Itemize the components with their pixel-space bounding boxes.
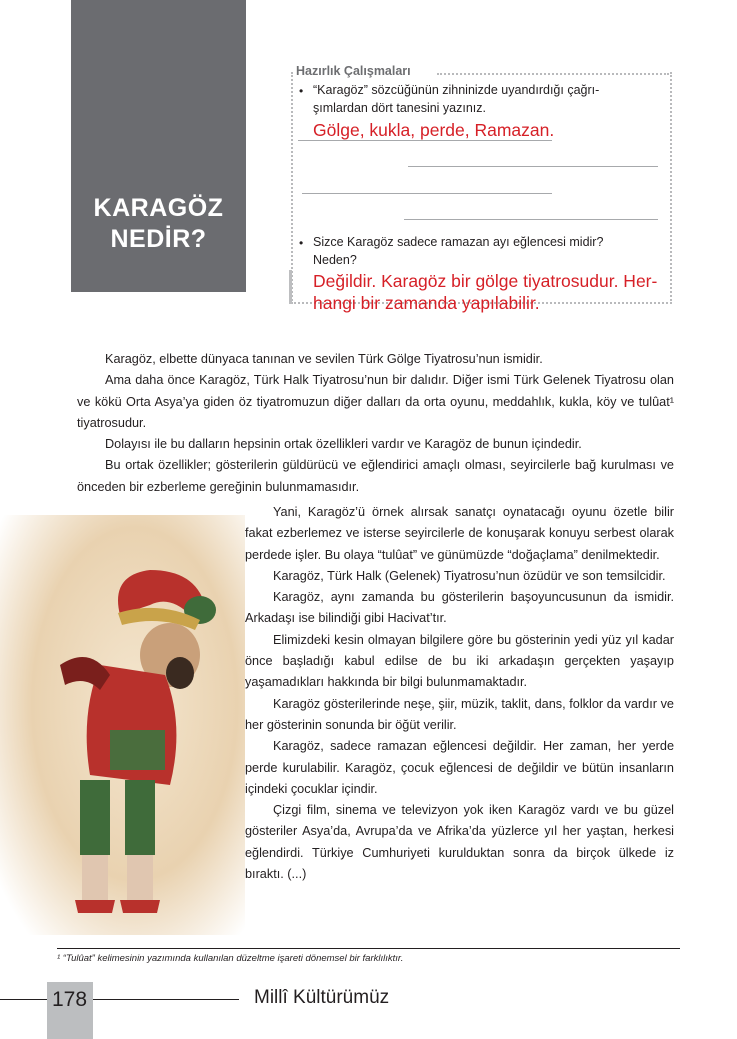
paragraph: Bu ortak özellikler; gösterilerin güldürücü ve eğlendirici amaçlı olması, seyircilerle bağ kurulması ve önceden bir ezberleme gereğinin bulunmamasıdır.	[77, 458, 674, 494]
preparation-box-accent	[289, 270, 292, 304]
answer-line	[298, 140, 552, 141]
karagoz-puppet-image	[0, 515, 245, 935]
page-number: 178	[52, 988, 88, 1011]
section-title: KARAGÖZ NEDİR?	[93, 194, 224, 253]
footer-rule	[93, 999, 239, 1000]
question-2-line-2: Neden?	[313, 253, 357, 267]
footnote: ¹ “Tulûat” kelimesinin yazımında kullanılan düzeltme işareti dönemsel bir farklılıktır.	[57, 953, 404, 964]
paragraph: Karagöz, sadece ramazan eğlencesi değildir. Her zaman, her yerde perde kurulabilir. Karagöz, çocuk eğlencesi de değildir ve bütün insanların içindeki çocuklar içindir.	[245, 739, 674, 796]
bullet-icon: •	[299, 236, 304, 250]
paragraph: Karagöz gösterilerinde neşe, şiir, müzik, taklit, dans, folklor da vardır ve her gösterinin sonunda bir öğüt verilir.	[245, 696, 674, 732]
answer-line	[302, 193, 552, 194]
paragraph: Çizgi film, sinema ve televizyon yok iken Karagöz vardı ve bu güzel gösteriler Asya’da, Avrupa’da ve Afrika’da yüzlerce yıl her yaştan, herkesi eğlendirdi. Türkiye Cumhuriyeti kurulduktan sonra da birçok ülkede iz bıraktı. (...)	[245, 803, 674, 882]
answer-line	[408, 166, 658, 167]
paragraph: Dolayısı ile bu dalların hepsinin ortak özellikleri vardır ve Karagöz de bunun içindedir.	[105, 437, 582, 452]
body-text-narrow	[245, 502, 674, 885]
paragraph: Elimizdeki kesin olmayan bilgilere göre bu gösterinin yedi yüz yıl kadar önce başladığı kabul edilse de bu iki arkadaşın gerçekten yaşayıp yaşamadıkları hakkında bir bilgi bulunmamaktadır.	[245, 632, 674, 690]
bullet-icon: •	[299, 84, 304, 98]
paragraph: Karagöz, Türk Halk (Gelenek) Tiyatrosu’nun özüdür ve son temsilcidir.	[273, 568, 666, 583]
footer-rule	[0, 999, 47, 1000]
paragraph: Karagöz, aynı zamanda bu gösterilerin başoyuncusunun da ismidir. Arkadaşı ise bilindiği gibi Hacivat’tır.	[245, 590, 674, 626]
answer-1: Gölge, kukla, perde, Ramazan.	[313, 120, 555, 140]
answer-2-line-1: Değildir. Karagöz bir gölge tiyatrosudur. Her-	[313, 271, 658, 291]
question-1-line-2: şımlardan dört tanesini yazınız.	[313, 101, 486, 115]
footnote-rule	[57, 948, 680, 949]
answer-line	[404, 219, 658, 220]
answer-2-line-2: hangi bir zamanda yapılabilir.	[313, 293, 540, 313]
title-box	[71, 0, 246, 292]
body-text-full	[77, 349, 674, 498]
question-2-line-1: Sizce Karagöz sadece ramazan ayı eğlencesi midir?	[313, 235, 604, 249]
paragraph: Karagöz, elbette dünyaca tanınan ve sevilen Türk Gölge Tiyatrosu’nun ismidir.	[105, 352, 543, 366]
paragraph: Yani, Karagöz’ü örnek alırsak sanatçı oynatacağı oyunu özetle bilir fakat ezberlemez ve isterse seyircilerle de konuşarak konuyu serbest olarak perdede işler. Bu olaya “tulûat” ve günümüzde “doğaçlama” denilmektedir.	[245, 505, 674, 562]
preparation-heading: Hazırlık Çalışmaları	[296, 64, 415, 78]
question-1-line-1: “Karagöz” sözcüğünün zihninizde uyandırdığı çağrı-	[313, 83, 600, 97]
book-title: Millî Kültürümüz	[254, 987, 390, 1008]
preparation-box-top-border	[437, 73, 669, 75]
paragraph: Ama daha önce Karagöz, Türk Halk Tiyatrosu’nun bir dalıdır. Diğer ismi Türk Gelenek Tiyatrosu olan ve kökü Orta Asya’ya giden öz tiyatromuzun diğer dalları da orta oyunu, meddahlık, kukla, köy ve tulûat¹ tiyatrosudur.	[77, 373, 674, 430]
